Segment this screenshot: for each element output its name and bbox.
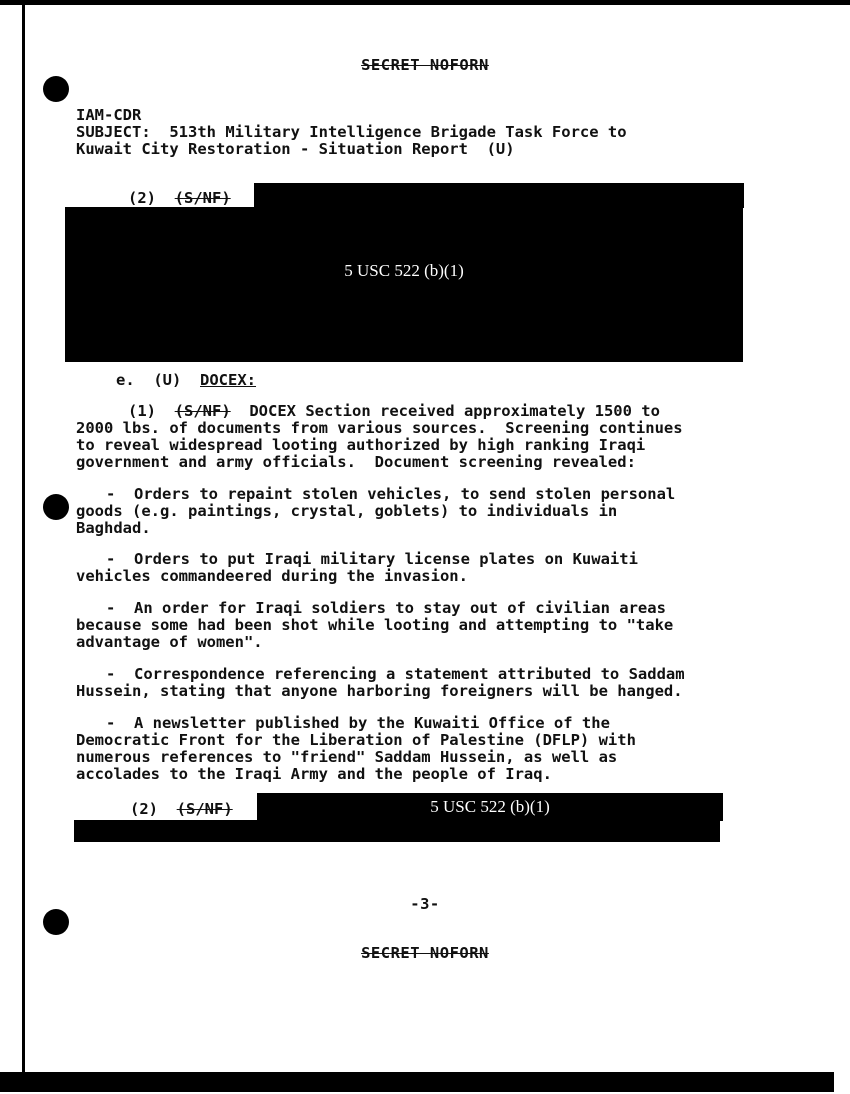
para1-line-2: 2000 lbs. of documents from various sources. Screening continues xyxy=(76,419,683,437)
bullet-3-line-3: advantage of women". xyxy=(76,633,263,651)
bullet-1-line-3: Baghdad. xyxy=(76,519,151,537)
bullet-4-line-2: Hussein, stating that anyone harboring foreigners will be hanged. xyxy=(76,682,683,700)
memo-subject-line-1: SUBJECT: 513th Military Intelligence Brigade Task Force to xyxy=(76,123,627,141)
bullet-2-line-2: vehicles commandeered during the invasion. xyxy=(76,567,468,585)
para2-bottom-heading: (2) (S/NF) xyxy=(130,800,233,818)
punch-hole-top xyxy=(43,76,69,102)
bullet-5-line-2: Democratic Front for the Liberation of Palestine (DFLP) with xyxy=(76,731,636,749)
bullet-5-line-4: accolades to the Iraqi Army and the people of Iraq. xyxy=(76,765,552,783)
bullet-3-line-1: - An order for Iraqi soldiers to stay out of civilian areas xyxy=(106,599,666,617)
para1-line-4: government and army officials. Document screening revealed: xyxy=(76,453,636,471)
memo-subject-line-2: Kuwait City Restoration - Situation Report (U) xyxy=(76,140,515,158)
bullet-3-line-2: because some had been shot while looting and attempting to "take xyxy=(76,616,674,634)
scan-border-top xyxy=(0,0,850,5)
bullet-1-line-1: - Orders to repaint stolen vehicles, to send stolen personal xyxy=(106,485,676,503)
redaction-block-top-a xyxy=(254,183,744,208)
para1-line-3: to reveal widespread looting authorized by high ranking Iraqi xyxy=(76,436,646,454)
para1-line-1: (1) (S/NF) DOCEX Section received approximately 1500 to xyxy=(128,402,660,420)
scan-border-bottom xyxy=(0,1072,834,1092)
bullet-5-line-3: numerous references to "friend" Saddam Hussein, as well as xyxy=(76,748,618,766)
classification-marking-top: SECRET NOFORN xyxy=(361,56,489,74)
redaction-block-bottom: 5 USC 522 (b)(1) xyxy=(257,793,723,821)
scan-border-left xyxy=(22,3,25,1075)
bullet-5-line-1: - A newsletter published by the Kuwaiti Office of the xyxy=(106,714,610,732)
redaction-block-top: 5 USC 522 (b)(1) xyxy=(65,207,743,362)
section-e-heading: e. (U) DOCEX: xyxy=(116,371,257,389)
redaction-block-bottom-b xyxy=(74,820,720,842)
classification-marking-bottom: SECRET NOFORN xyxy=(361,944,489,962)
punch-hole-middle xyxy=(43,494,69,520)
page-number: -3- xyxy=(410,895,440,913)
bullet-4-line-1: - Correspondence referencing a statement attributed to Saddam xyxy=(106,665,685,683)
para2-top-heading: (2) (S/NF) xyxy=(128,189,231,207)
memo-office: IAM-CDR xyxy=(76,106,142,124)
bullet-2-line-1: - Orders to put Iraqi military license plates on Kuwaiti xyxy=(106,550,638,568)
bullet-1-line-2: goods (e.g. paintings, crystal, goblets) to individuals in xyxy=(76,502,618,520)
